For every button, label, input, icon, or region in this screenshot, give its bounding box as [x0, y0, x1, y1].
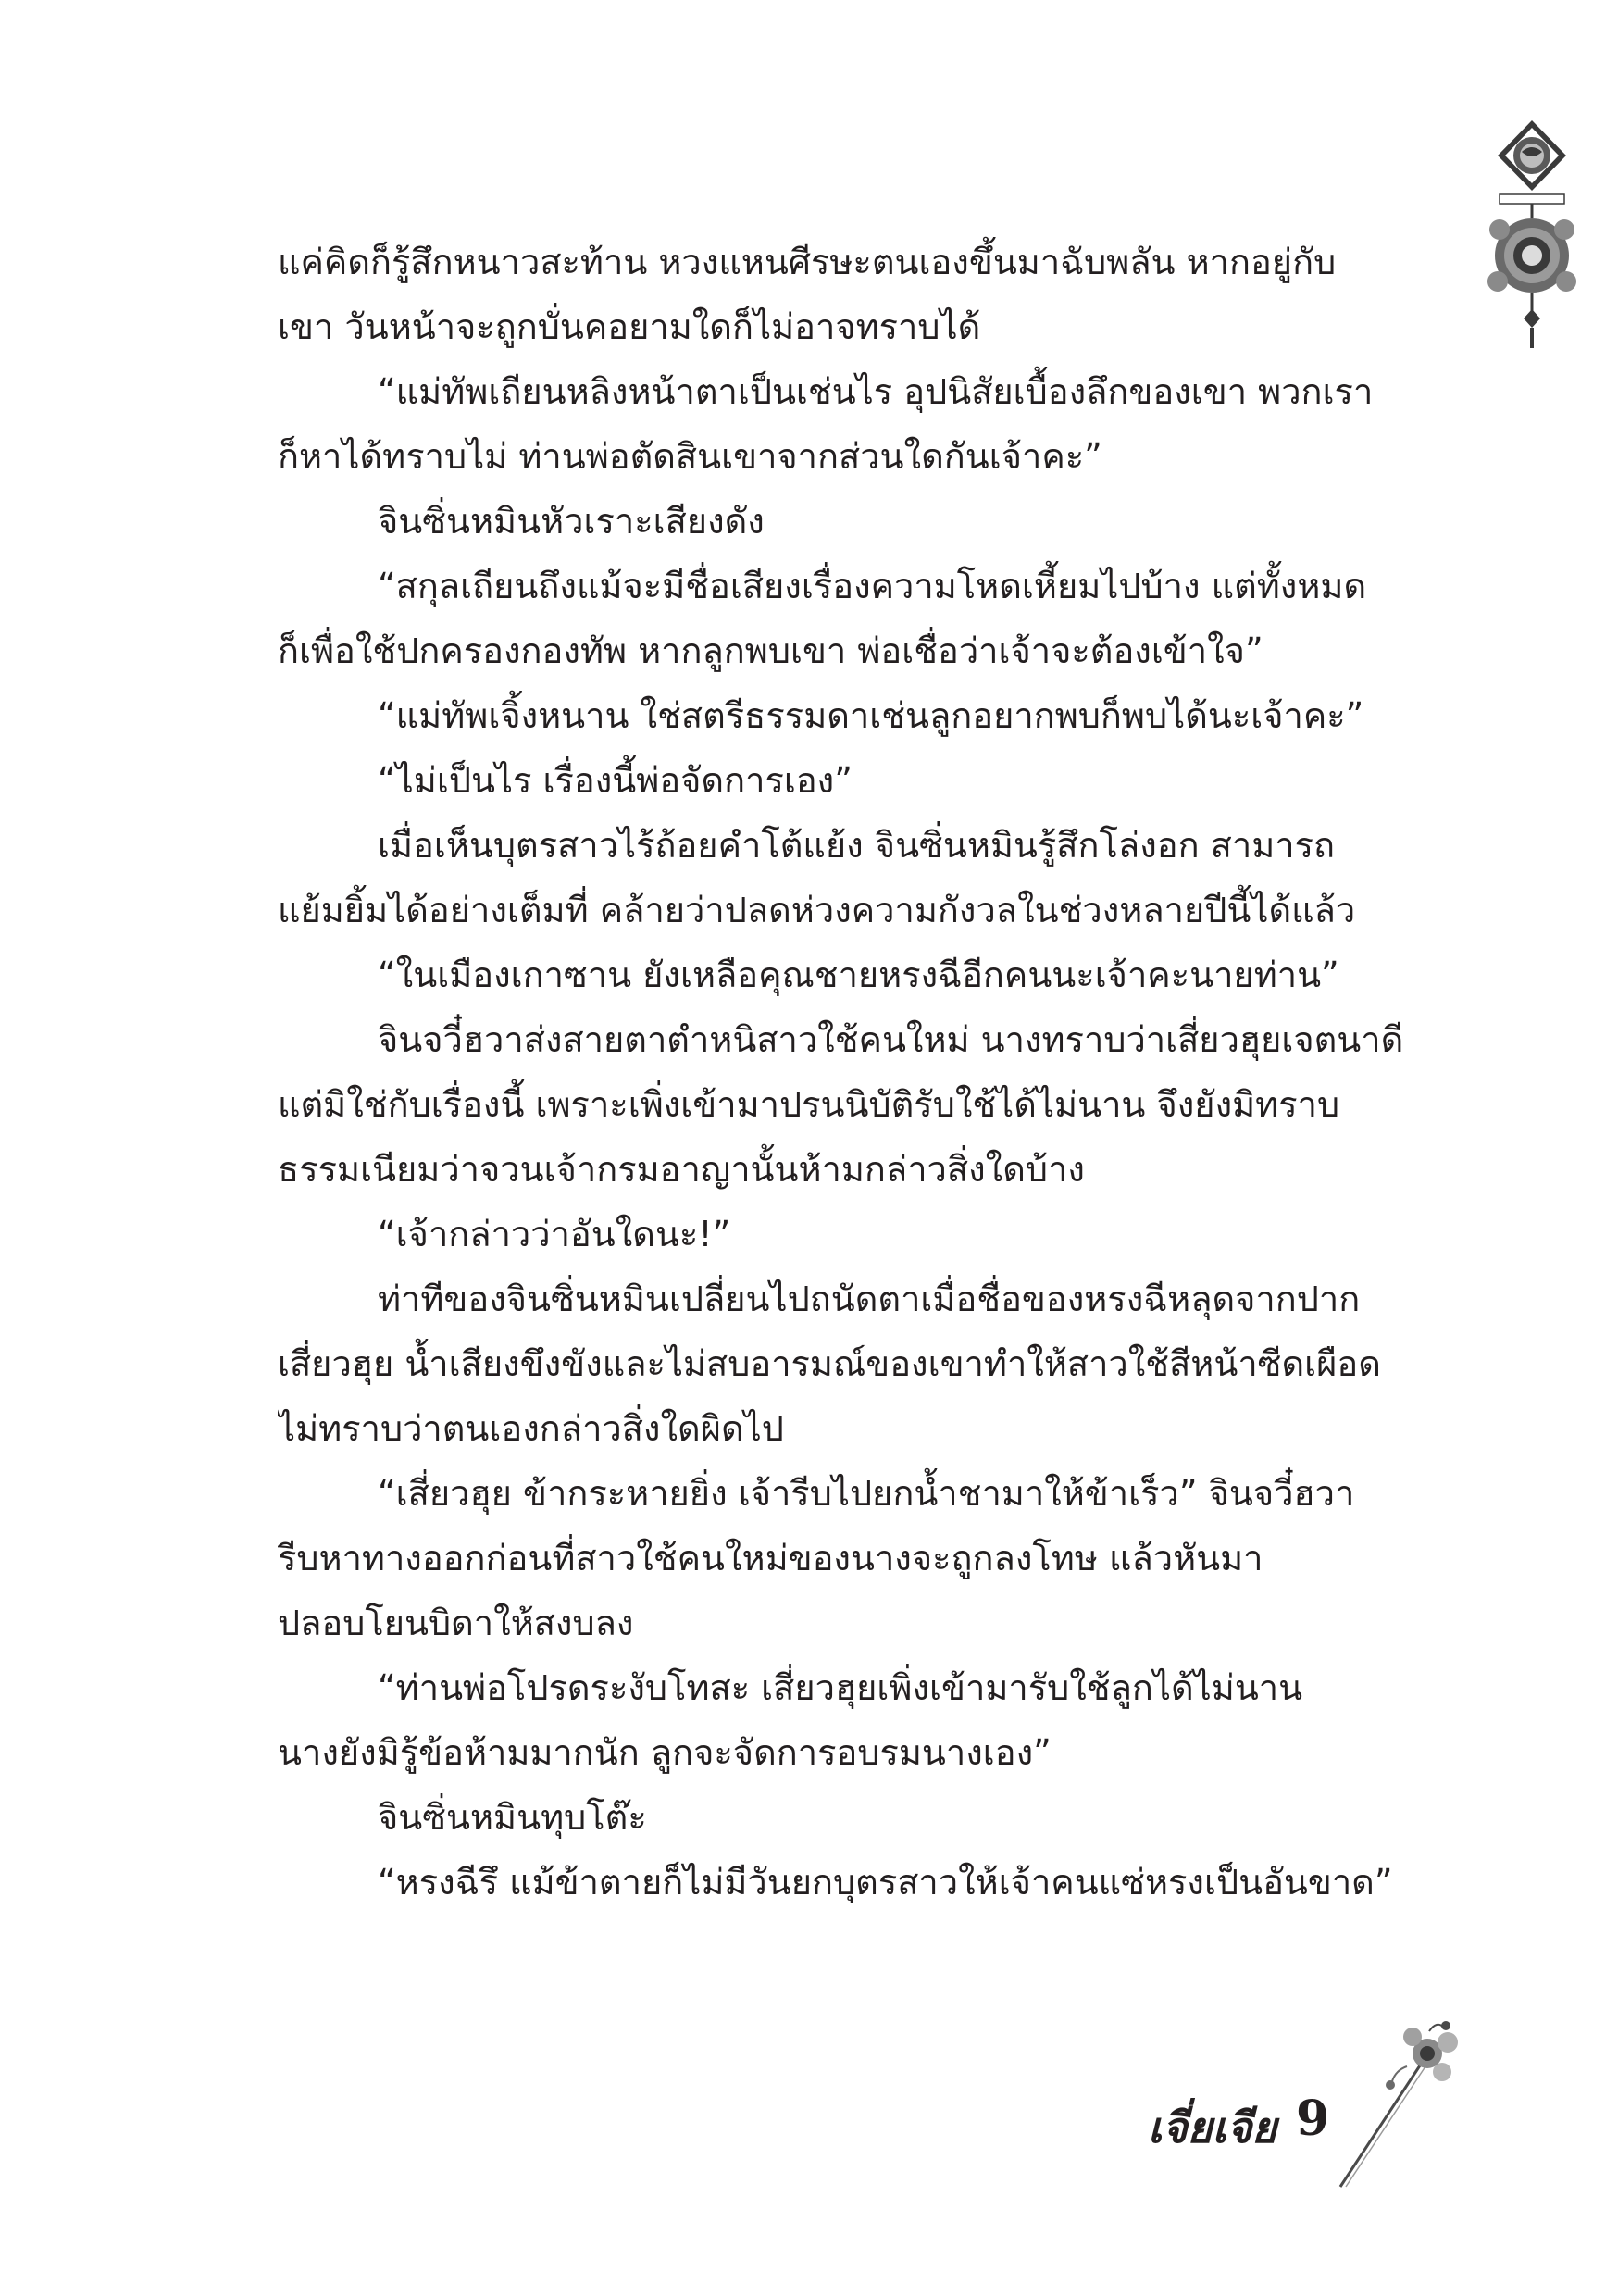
body-line: แต่มิใช่กับเรื่องนี้ เพราะเพิ่งเข้ามาปรนนิบัติรับใช้ได้ไม่นาน จึงยังมิทราบ: [278, 1084, 1340, 1125]
body-line: จินจวี๋ฮวาส่งสายตาตำหนิสาวใช้คนใหม่ นางทราบว่าเสี่ยวฮุยเจตนาดี: [378, 1019, 1404, 1060]
body-line: “ในเมืองเกาซาน ยังเหลือคุณชายหรงฉีอีกคนนะเจ้าคะนายท่าน”: [378, 955, 1339, 995]
body-line: “เจ้ากล่าวว่าอันใดนะ!”: [378, 1214, 731, 1254]
flower-hairpin-icon: [1333, 2018, 1462, 2194]
chinese-knot-ornament-icon: [1481, 119, 1583, 350]
body-line: “แม่ทัพเถียนหลิงหน้าตาเป็นเช่นไร อุปนิสัยเบื้องลึกของเขา พวกเรา: [378, 371, 1374, 412]
body-line: “ท่านพ่อโปรดระงับโทสะ เสี่ยวฮุยเพิ่งเข้ามารับใช้ลูกได้ไม่นาน: [378, 1667, 1303, 1708]
body-line: ก็หาได้ทราบไม่ ท่านพ่อตัดสินเขาจากส่วนใดกันเจ้าคะ”: [278, 436, 1102, 477]
body-line: “ไม่เป็นไร เรื่องนี้พ่อจัดการเอง”: [378, 760, 853, 801]
body-line: จินซิ่นหมินทุบโต๊ะ: [378, 1797, 647, 1838]
body-line: เสี่ยวฮุย น้ำเสียงขึงขังและไม่สบอารมณ์ของเขาทำให้สาวใช้สีหน้าซีดเผือด: [278, 1343, 1381, 1384]
body-line: นางยังมิรู้ข้อห้ามมากนัก ลูกจะจัดการอบรมนางเอง”: [278, 1732, 1052, 1773]
body-line: “แม่ทัพเจิ้งหนาน ใช่สตรีธรรมดาเช่นลูกอยากพบก็พบได้นะเจ้าคะ”: [378, 695, 1364, 736]
body-line: “สกุลเถียนถึงแม้จะมีชื่อเสียงเรื่องความโหดเหี้ยมไปบ้าง แต่ทั้งหมด: [378, 566, 1367, 606]
body-line: แย้มยิ้มได้อย่างเต็มที่ คล้ายว่าปลดห่วงความกังวลในช่วงหลายปีนี้ได้แล้ว: [278, 890, 1356, 930]
body-line: ปลอบโยนบิดาให้สงบลง: [278, 1603, 634, 1643]
body-line: “หรงฉีรึ แม้ข้าตายก็ไม่มีวันยกบุตรสาวให้เจ้าคนแซ่หรงเป็นอันขาด”: [378, 1862, 1393, 1903]
body-line: รีบหาทางออกก่อนที่สาวใช้คนใหม่ของนางจะถูกลงโทษ แล้วหันมา: [278, 1538, 1263, 1578]
body-line: แค่คิดก็รู้สึกหนาวสะท้าน หวงแหนศีรษะตนเองขึ้นมาฉับพลัน หากอยู่กับ: [278, 242, 1337, 282]
book-title: เจี่ยเจีย: [1148, 2103, 1277, 2152]
body-line: “เสี่ยวฮุย ข้ากระหายยิ่ง เจ้ารีบไปยกน้ำชามาให้ข้าเร็ว” จินจวี๋ฮวา: [378, 1473, 1355, 1514]
body-line: เขา วันหน้าจะถูกบั่นคอยามใดก็ไม่อาจทราบได้: [278, 306, 981, 347]
body-line: ธรรมเนียมว่าจวนเจ้ากรมอาญานั้นห้ามกล่าวสิ่งใดบ้าง: [278, 1149, 1085, 1190]
page-number: 9: [1296, 2090, 1330, 2147]
body-line: เมื่อเห็นบุตรสาวไร้ถ้อยคำโต้แย้ง จินซิ่นหมินรู้สึกโล่งอก สามารถ: [378, 825, 1335, 866]
body-line: จินซิ่นหมินหัวเราะเสียงดัง: [378, 501, 765, 542]
body-line: ท่าทีของจินซิ่นหมินเปลี่ยนไปถนัดตาเมื่อชื่อของหรงฉีหลุดจากปาก: [378, 1279, 1361, 1319]
body-line: ก็เพื่อใช้ปกครองกองทัพ หากลูกพบเขา พ่อเชื่อว่าเจ้าจะต้องเข้าใจ”: [278, 630, 1263, 671]
body-line: ไม่ทราบว่าตนเองกล่าวสิ่งใดผิดไป: [278, 1408, 784, 1449]
